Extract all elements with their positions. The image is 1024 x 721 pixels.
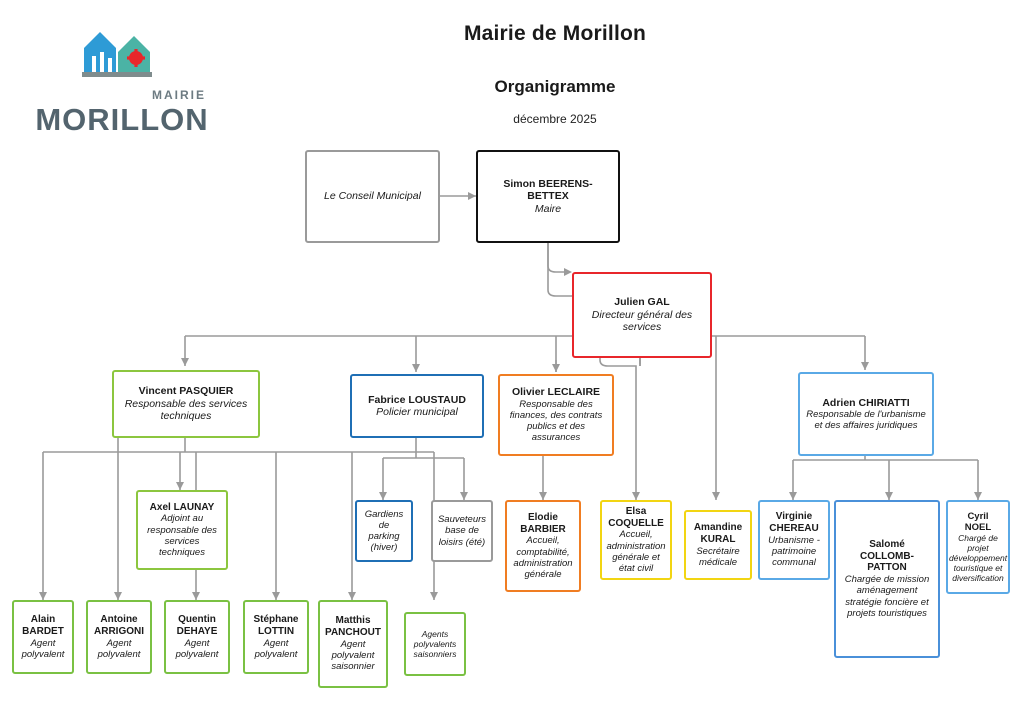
node-responsable-finances[interactable]	[498, 374, 614, 456]
node-role: Accueil, administration générale et état civil	[606, 529, 666, 574]
node-name: Matthis PANCHOUT	[325, 615, 381, 639]
node-name: Virginie CHEREAU	[769, 511, 819, 535]
node-name: Agents polyvalents saisonniers	[413, 628, 457, 659]
logo	[22, 28, 222, 140]
node-name: Elodie BARBIER	[520, 511, 566, 535]
node-role: Agent polyvalent	[97, 637, 141, 660]
node-amandine-kural[interactable]	[684, 510, 752, 580]
node-policier-municipal[interactable]	[350, 374, 484, 438]
node-role: Agent polyvalent saisonnier	[331, 638, 375, 673]
page-title: Mairie de Morillon	[463, 22, 647, 45]
page-subtitle: Organigramme	[494, 77, 616, 96]
mountain-building-logo-icon	[78, 28, 164, 86]
node-name: Alain BARDET	[22, 614, 64, 637]
node-virginie-chereau[interactable]	[758, 500, 830, 580]
node-name: Axel LAUNAY	[149, 501, 215, 513]
node-gardiens-parking[interactable]	[355, 500, 413, 562]
node-adjoint-services-techniques[interactable]	[136, 490, 228, 570]
node-name: Elsa COQUELLE	[608, 505, 664, 529]
node-name: Julien GAL	[614, 296, 670, 309]
node-name: Antoine ARRIGONI	[94, 614, 144, 637]
node-role: Responsable des services techniques	[124, 397, 248, 423]
node-name: Adrien CHIRIATTI	[822, 396, 910, 409]
node-role: Chargé de projet développement touristique et diversification	[948, 533, 1008, 584]
node-name: Cyril NOEL	[964, 510, 992, 533]
node-name: Stéphane LOTTIN	[253, 614, 299, 637]
node-directeur-general-services[interactable]	[572, 272, 712, 358]
node-elsa-coquelle[interactable]	[600, 500, 672, 580]
node-cyril-noel[interactable]	[946, 500, 1010, 594]
node-alain-bardet[interactable]	[12, 600, 74, 674]
page-date: décembre 2025	[513, 112, 597, 126]
logo-morillon-label: MORILLON	[35, 102, 209, 137]
node-role: Urbanisme - patrimoine communal	[768, 534, 820, 569]
node-elodie-barbier[interactable]	[505, 500, 581, 592]
node-responsable-services-techniques[interactable]	[112, 370, 260, 438]
node-name: Simon BEERENS-BETTEX	[503, 177, 593, 203]
node-salome-collomb-patton[interactable]	[834, 500, 940, 658]
node-conseil-municipal[interactable]	[305, 150, 440, 243]
node-stephane-lottin[interactable]	[243, 600, 309, 674]
node-matthis-panchout[interactable]	[318, 600, 388, 688]
node-role: Agent polyvalent	[254, 637, 298, 660]
node-role: Chargée de mission aménagement stratégie foncière et projets touristiques	[844, 574, 930, 619]
node-role: Maire	[534, 202, 562, 215]
node-role: Responsable des finances, des contrats publics et des assurances	[509, 398, 603, 444]
node-name: Gardiens de parking (hiver)	[364, 508, 404, 554]
node-role: Policier municipal	[376, 406, 458, 418]
node-name: Le Conseil Municipal	[324, 190, 421, 203]
logo-mairie-label: MAIRIE	[152, 88, 206, 102]
node-name: Vincent PASQUIER	[138, 385, 234, 398]
node-role: Responsable de l'urbanisme et des affaires juridiques	[806, 408, 926, 432]
node-antoine-arrigoni[interactable]	[86, 600, 152, 674]
node-sauveteurs-base-loisirs[interactable]	[431, 500, 493, 562]
node-quentin-dehaye[interactable]	[164, 600, 230, 674]
node-name: Salomé COLLOMB-PATTON	[860, 538, 914, 574]
node-role: Agent polyvalent	[175, 637, 219, 660]
node-name: Sauveteurs base de loisirs (été)	[437, 514, 487, 548]
node-responsable-urbanisme[interactable]	[798, 372, 934, 456]
node-name: Quentin DEHAYE	[176, 614, 218, 637]
node-role: Directeur général des services	[591, 308, 693, 334]
node-maire[interactable]	[476, 150, 620, 243]
node-name: Fabrice LOUSTAUD	[368, 393, 466, 406]
node-name: Olivier LECLAIRE	[511, 386, 601, 399]
node-agents-polyvalents-saisonniers[interactable]	[404, 612, 466, 676]
node-role: Adjoint au responsable des services techniques	[147, 513, 217, 559]
node-role: Agent polyvalent	[21, 637, 65, 660]
node-role: Accueil, comptabilité, administration générale	[513, 535, 573, 580]
node-name: Amandine KURAL	[693, 522, 743, 545]
node-role: Secrétaire médicale	[696, 545, 740, 568]
